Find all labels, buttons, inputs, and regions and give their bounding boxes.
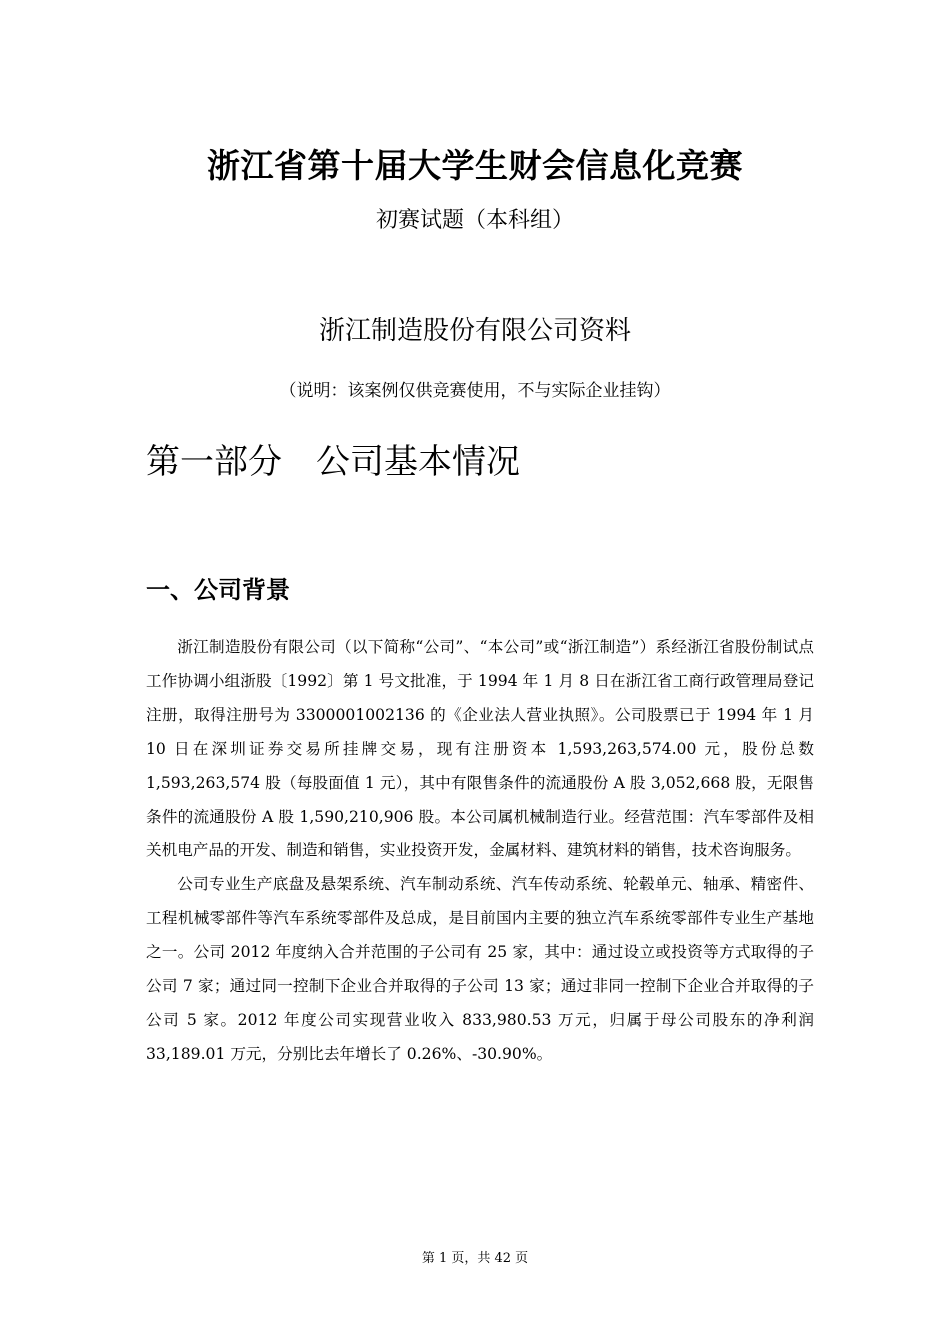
- main-title: 浙江省第十届大学生财会信息化竞赛: [207, 146, 743, 185]
- page-footer: 第 1 页，共 42 页: [421, 1251, 529, 1266]
- section-heading: 一、公司背景: [146, 576, 290, 604]
- disclaimer-note: （说明：该案例仅供竞赛使用，不与实际企业挂钩）: [279, 381, 671, 401]
- body-text: [146, 631, 814, 1072]
- part-heading: 第一部分 公司基本情况: [146, 442, 520, 482]
- paragraph: 公司专业生产底盘及悬架系统、汽车制动系统、汽车传动系统、轮毂单元、轴承、精密件、工程机械零部件等汽车系统零部件及总成，是目前国内主要的独立汽车系统零部件专业生产基地之一。公司 2012 年度纳入合并范围的子公司有 25 家，其中：通过设立或投资等方式取得的子公司 7 家；通过同一控制下企业合并取得的子公司 13 家；通过非同一控制下企业合并取得的子公司 5 家。2012 年度公司实现营业收入 833,980.53 万元，归属于母公司股东的净利润 33,189.01 万元，分别比去年增长了 0.26%、-30.90%。: [146, 875, 814, 1063]
- company-title: 浙江制造股份有限公司资料: [318, 316, 631, 346]
- paragraph: 浙江制造股份有限公司（以下简称“公司”、“本公司”或“浙江制造”）系经浙江省股份制试点工作协调小组浙股〔1992〕第 1 号文批准，于 1994 年 1 月 8 日在浙江省工商行政管理局登记注册，取得注册号为 3300001002136 的《企业法人营业执照》。公司股票已于 1994 年 1 月 10 日在深圳证券交易所挂牌交易，现有注册资本 1,593,263,574.00 元，股份总数 1,593,263,574 股（每股面值 1 元），其中有限售条件的流通股份 A 股 3,052,668 股，无限售条件的流通股份 A 股 1,590,210,906 股。本公司属机械制造行业。经营范围：汽车零部件及相关机电产品的开发、制造和销售，实业投资开发，金属材料、建筑材料的销售，技术咨询服务。: [146, 638, 814, 860]
- subtitle: 初赛试题（本科组）: [375, 208, 574, 233]
